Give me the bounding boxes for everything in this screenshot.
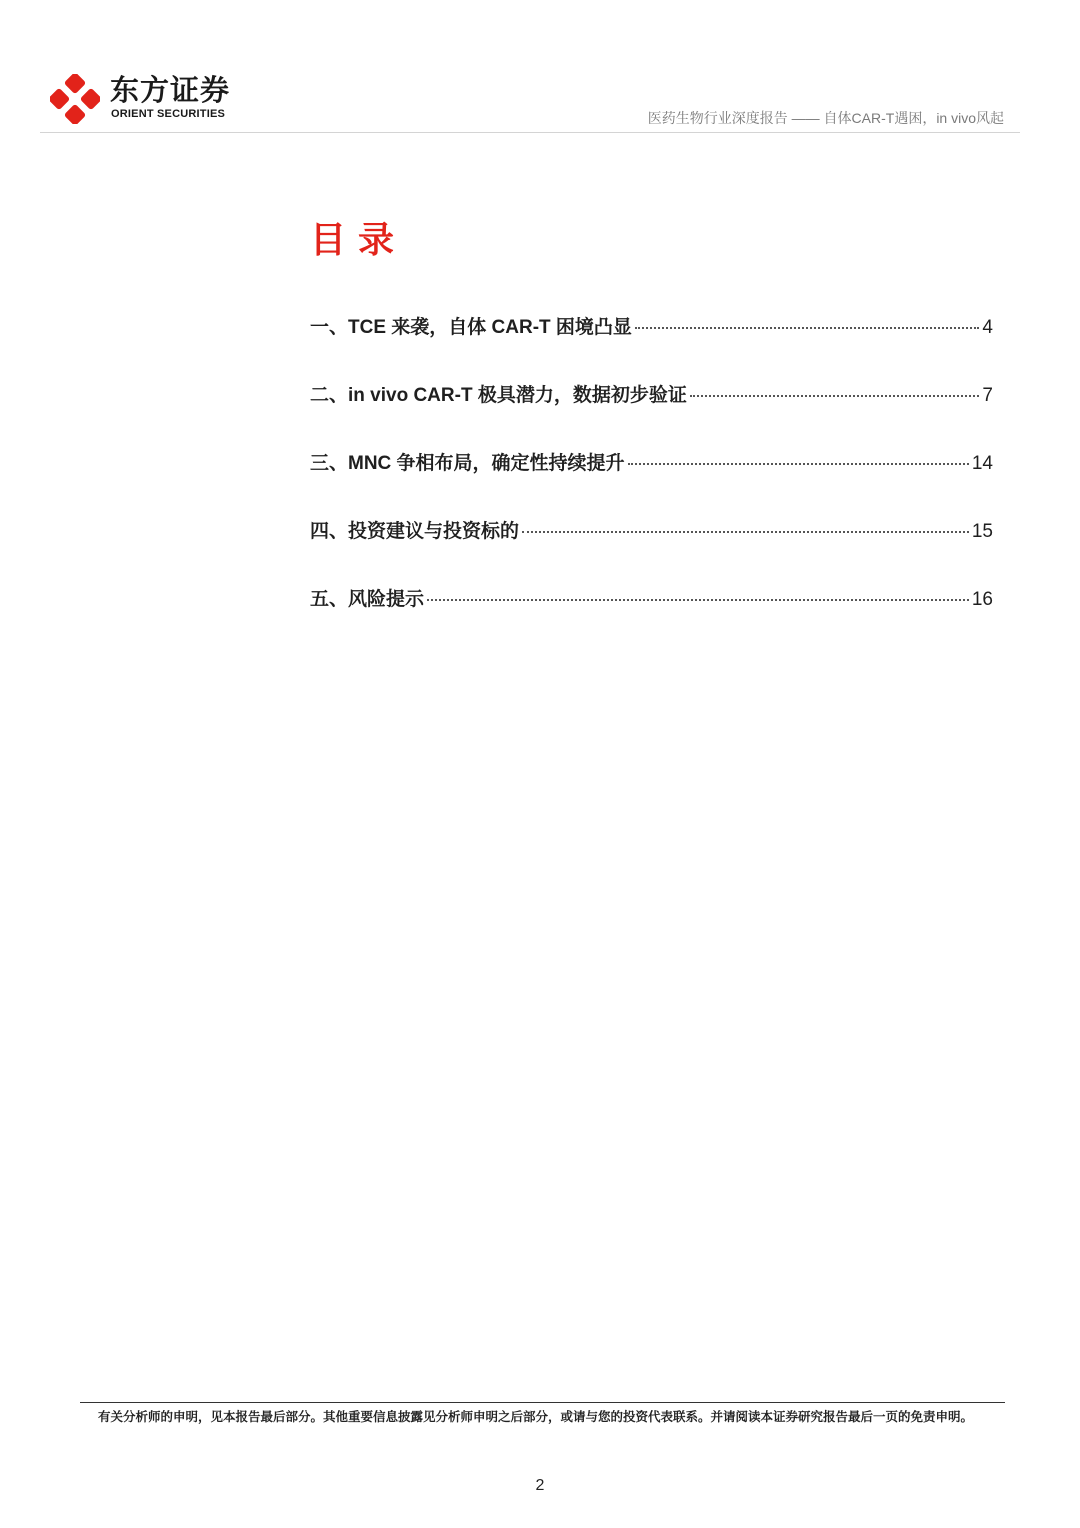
orient-securities-logo-icon — [50, 74, 100, 124]
toc-item-5[interactable] — [310, 584, 993, 652]
toc-item-label: 四、投资建议与投资标的 — [310, 521, 520, 542]
toc-item-4[interactable] — [310, 516, 993, 584]
toc-item-label: 三、MNC 争相布局，确定性持续提升 — [310, 453, 625, 474]
report-title: 医药生物行业深度报告 —— 自体CAR-T遇困，in vivo风起 — [647, 110, 1004, 126]
toc-heading: 目录 — [310, 219, 407, 260]
toc-item-page: 16 — [971, 589, 993, 610]
toc-item-page: 4 — [982, 317, 993, 338]
toc-item-3[interactable] — [310, 448, 993, 516]
toc-leader-dots — [427, 599, 969, 601]
brand-name-en: ORIENT SECURITIES — [111, 108, 226, 120]
toc-leader-dots — [628, 463, 969, 465]
toc-leader-dots — [522, 531, 969, 533]
table-of-contents — [310, 312, 993, 652]
page-header — [40, 70, 1020, 133]
toc-item-page: 14 — [971, 453, 993, 474]
toc-item-1[interactable] — [310, 312, 993, 380]
toc-leader-dots — [690, 395, 980, 397]
toc-leader-dots — [635, 327, 979, 329]
toc-item-label: 五、风险提示 — [310, 589, 425, 610]
footer-disclaimer: 有关分析师的申明，见本报告最后部分。其他重要信息披露见分析师申明之后部分，或请与您的投资代表联系。并请阅读本证券研究报告最后一页的免责申明。 — [98, 1410, 974, 1424]
toc-item-label: 二、in vivo CAR-T 极具潜力，数据初步验证 — [310, 385, 687, 406]
brand-name-cn: 东方证券 — [110, 75, 231, 107]
toc-item-label: 一、TCE 来袭，自体 CAR-T 困境凸显 — [310, 317, 632, 338]
toc-item-2[interactable] — [310, 380, 993, 448]
footer-divider — [80, 1402, 1005, 1403]
page-number: 2 — [535, 1477, 545, 1494]
toc-item-page: 15 — [971, 521, 993, 542]
toc-item-page: 7 — [982, 385, 993, 406]
